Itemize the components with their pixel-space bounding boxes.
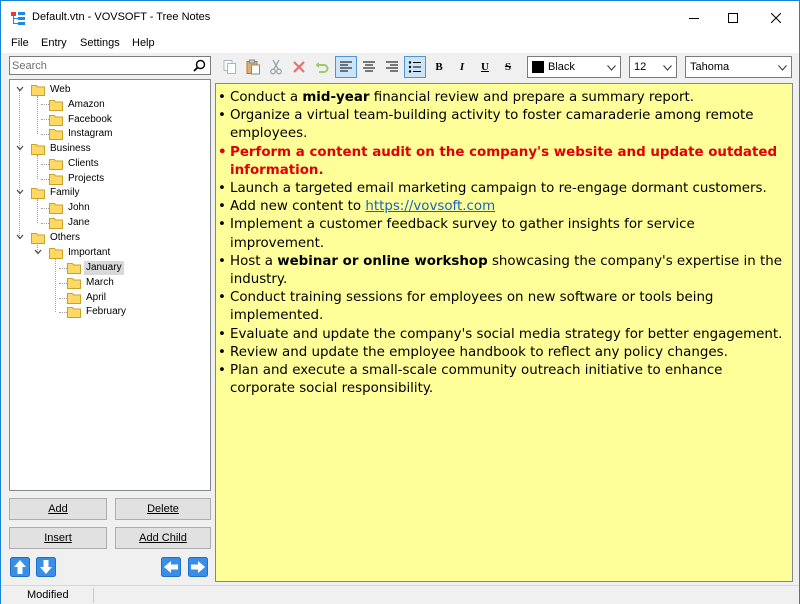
maximize-button[interactable] [710, 1, 756, 35]
remove-format-button[interactable] [288, 56, 310, 78]
note-line-highlighted: • Perform a content audit on the company's website and update outdated information. [216, 144, 786, 180]
chevron-down-icon [778, 65, 787, 71]
move-right-arrow-icon[interactable] [188, 557, 208, 577]
move-down-arrow-icon[interactable] [36, 557, 56, 577]
menu-file[interactable]: File [11, 37, 29, 49]
status-bar [1, 585, 799, 604]
folder-icon [31, 142, 45, 155]
note-editor[interactable] [215, 83, 793, 582]
folder-icon [67, 291, 81, 304]
close-button[interactable] [753, 1, 799, 35]
undo-button[interactable] [311, 56, 333, 78]
collapse-chevron-icon[interactable] [15, 187, 25, 197]
copy-button[interactable] [219, 56, 241, 78]
tree-node-others[interactable]: Others [31, 230, 82, 245]
note-line: • Host a webinar or online workshop showcasing the company's expertise in the industry. [216, 253, 786, 289]
italic-button[interactable]: I [459, 61, 465, 73]
note-line: • Add new content to https://vovsoft.com [216, 198, 786, 216]
menu-help[interactable]: Help [132, 37, 155, 49]
folder-icon [49, 157, 63, 170]
undo-icon [314, 59, 330, 75]
tree-node-business[interactable]: Business [31, 141, 93, 156]
cut-button[interactable] [265, 56, 287, 78]
search-input[interactable] [12, 58, 182, 73]
folder-icon [49, 172, 63, 185]
add-button[interactable]: Add [9, 498, 107, 520]
folder-icon [67, 276, 81, 289]
paste-icon [245, 59, 261, 75]
strikethrough-button[interactable]: S [504, 61, 512, 73]
font-size-select[interactable] [629, 56, 677, 78]
menu-bar [1, 35, 799, 53]
close-icon [771, 13, 781, 23]
collapse-chevron-icon[interactable] [15, 232, 25, 242]
folder-icon [31, 186, 45, 199]
tree-node-march[interactable]: March [67, 275, 116, 290]
add-child-button[interactable]: Add Child [115, 527, 211, 549]
folder-icon [49, 98, 63, 111]
folder-icon [49, 246, 63, 259]
font-color-select[interactable] [527, 56, 621, 78]
note-line: • Evaluate and update the company's social media strategy for better engagement. [216, 326, 786, 344]
tree-node-amazon[interactable]: Amazon [49, 97, 107, 112]
folder-icon [49, 201, 63, 214]
menu-entry[interactable]: Entry [41, 37, 67, 49]
chevron-down-icon [663, 65, 672, 71]
note-line: • Conduct training sessions for employees on new software or tools being implemented. [216, 289, 786, 325]
menu-settings[interactable]: Settings [80, 37, 120, 49]
note-bullet-list [216, 89, 786, 398]
tree-node-facebook[interactable]: Facebook [49, 112, 114, 127]
font-size-value: 12 [634, 61, 647, 73]
chevron-down-icon [607, 65, 616, 71]
minimize-icon [689, 13, 699, 23]
title-bar[interactable] [1, 1, 799, 35]
bullet-list-button[interactable] [404, 56, 426, 78]
tree-node-clients[interactable]: Clients [49, 156, 101, 171]
tree-node-instagram[interactable]: Instagram [49, 126, 114, 141]
folder-icon [31, 83, 45, 96]
delete-button[interactable]: Delete [115, 498, 211, 520]
folder-icon [67, 261, 81, 274]
align-right-button[interactable] [381, 56, 403, 78]
tree-node-projects[interactable]: Projects [49, 171, 106, 186]
maximize-icon [728, 13, 738, 23]
tree-node-family[interactable]: Family [31, 185, 81, 200]
tree-node-web[interactable]: Web [31, 82, 72, 97]
folder-icon [49, 127, 63, 140]
align-left-icon [339, 60, 353, 74]
status-divider [93, 588, 94, 603]
tree-node-important[interactable]: Important [49, 245, 112, 260]
align-center-icon [362, 60, 376, 74]
note-line: • Conduct a mid-year financial review and prepare a summary report. [216, 89, 786, 107]
move-left-arrow-icon[interactable] [161, 557, 181, 577]
status-text: Modified [27, 589, 69, 601]
note-line: • Organize a virtual team-building activity to foster camaraderie among remote employees. [216, 107, 786, 143]
folder-icon [67, 305, 81, 318]
underline-button[interactable]: U [481, 61, 489, 73]
note-link[interactable]: https://vovsoft.com [365, 199, 496, 215]
bullet-list-icon [408, 60, 422, 74]
search-icon[interactable] [193, 59, 206, 72]
move-up-arrow-icon[interactable] [10, 557, 30, 577]
tree-node-april[interactable]: April [67, 290, 108, 305]
font-family-select[interactable] [685, 56, 792, 78]
tree-node-jane[interactable]: Jane [49, 215, 92, 230]
note-line: • Plan and execute a small-scale community outreach initiative to enhance corporate social responsibility. [216, 362, 786, 398]
color-swatch [532, 61, 544, 73]
collapse-chevron-icon[interactable] [15, 84, 25, 94]
collapse-chevron-icon[interactable] [15, 143, 25, 153]
note-line: • Launch a targeted email marketing campaign to re-engage dormant customers. [216, 180, 786, 198]
folder-icon [49, 113, 63, 126]
window-title: Default.vtn - VOVSOFT - Tree Notes [32, 11, 211, 23]
paste-button[interactable] [242, 56, 264, 78]
tree-view[interactable] [9, 79, 211, 491]
tree-node-february[interactable]: February [67, 304, 128, 319]
collapse-chevron-icon[interactable] [33, 247, 43, 257]
bold-button[interactable]: B [435, 61, 443, 73]
align-center-button[interactable] [358, 56, 380, 78]
red-x-icon [291, 59, 307, 75]
tree-node-john[interactable]: John [49, 200, 92, 215]
align-right-icon [385, 60, 399, 74]
note-line: • Implement a customer feedback survey to gather insights for service improvement. [216, 216, 786, 252]
app-tree-icon [11, 11, 25, 25]
note-line: • Review and update the employee handbook to reflect any policy changes. [216, 344, 786, 362]
font-color-value: Black [548, 61, 575, 73]
tree-node-january[interactable]: January [67, 260, 124, 275]
font-family-value: Tahoma [690, 61, 730, 73]
search-box [9, 56, 211, 75]
folder-icon [49, 216, 63, 229]
folder-icon [31, 231, 45, 244]
scissors-icon [268, 59, 284, 75]
insert-button[interactable]: Insert [9, 527, 107, 549]
copy-icon [222, 59, 238, 75]
align-left-button[interactable] [335, 56, 357, 78]
